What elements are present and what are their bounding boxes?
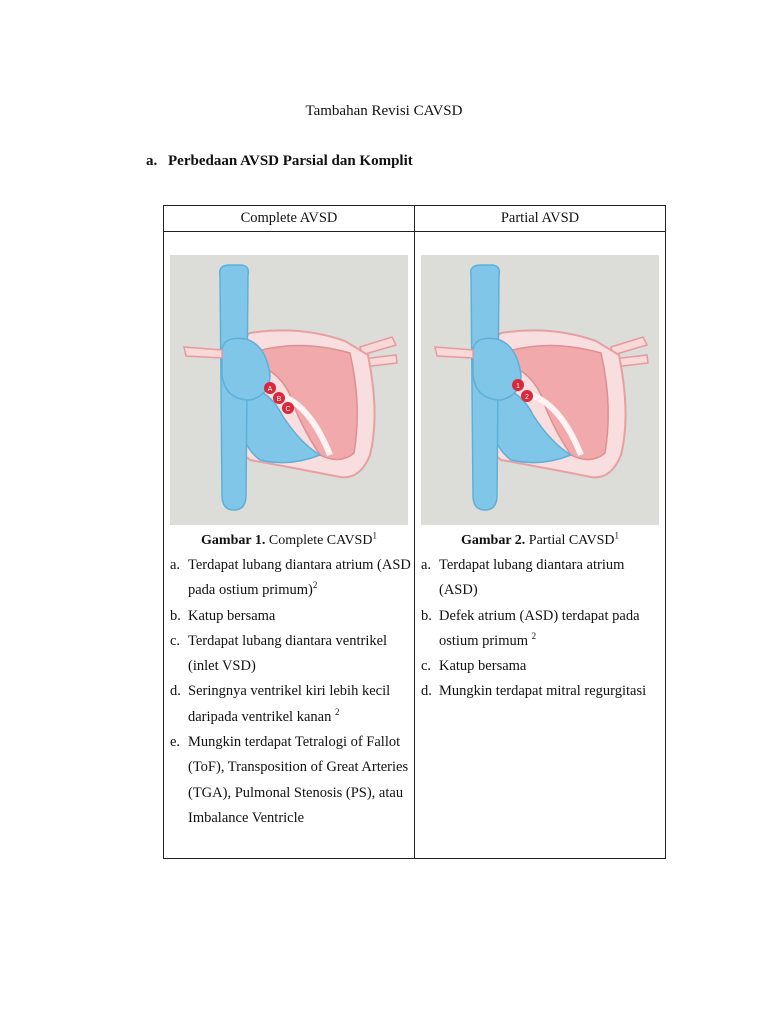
complete-characteristics-list: [164, 553, 414, 831]
section-marker: a.: [146, 153, 158, 169]
section-heading: [146, 153, 413, 170]
caption-label: Gambar 1.: [201, 533, 266, 548]
caption-text: Complete CAVSD: [265, 533, 373, 548]
list-item: e. Mungkin terdapat Tetralogi of Fallot (ToF), Transposition of Great Arteries (TGA), Pulmonal Stenosis (PS), atau Imbalance Ventricle: [170, 734, 409, 826]
list-item: b. Katup bersama: [170, 607, 276, 624]
list-item: a. Terdapat lubang diantara atrium (ASD): [421, 557, 625, 599]
defect-label-a: A: [267, 386, 273, 393]
list-item: d. Seringnya ventrikel kiri lebih kecil daripada ventrikel kanan $^2$: [170, 683, 391, 725]
defect-label-1: 1: [516, 383, 520, 390]
partial-characteristics-list: [415, 553, 665, 705]
column-header-partial: Partial AVSD: [415, 206, 666, 232]
defect-label-c: C: [285, 406, 291, 413]
complete-column-cell: [164, 232, 415, 859]
comparison-table: [163, 205, 666, 859]
figure-caption-complete: [164, 530, 414, 551]
caption-sup: 1: [614, 530, 619, 541]
figure-complete-avsd: [170, 255, 408, 525]
section-heading-text: Perbedaan AVSD Parsial dan Komplit: [168, 153, 413, 169]
caption-label: Gambar 2.: [460, 533, 526, 548]
list-item: c. Terdapat lubang diantara ventrikel (inlet VSD): [170, 632, 388, 675]
caption-sup: 1: [372, 530, 377, 541]
defect-label-2: 2: [525, 394, 529, 401]
defect-label-b: B: [276, 396, 282, 403]
list-item: d. Mungkin terdapat mitral regurgitasi: [421, 683, 647, 700]
list-item: b. Defek atrium (ASD) terdapat pada ostium primum $^2$: [421, 607, 640, 649]
figure-caption-partial: [415, 530, 665, 551]
column-header-complete: Complete AVSD: [164, 206, 415, 232]
list-item: a. Terdapat lubang diantara atrium (ASD pada ostium primum)$^2$: [170, 557, 411, 599]
document-title: Tambahan Revisi CAVSD: [305, 103, 463, 119]
heart-diagram-partial: [421, 255, 659, 525]
partial-column-cell: [415, 232, 666, 859]
caption-text: Partial CAVSD: [525, 533, 615, 548]
list-item: c. Katup bersama: [421, 658, 527, 675]
heart-diagram-complete: [170, 255, 408, 525]
figure-partial-avsd: [421, 255, 659, 525]
